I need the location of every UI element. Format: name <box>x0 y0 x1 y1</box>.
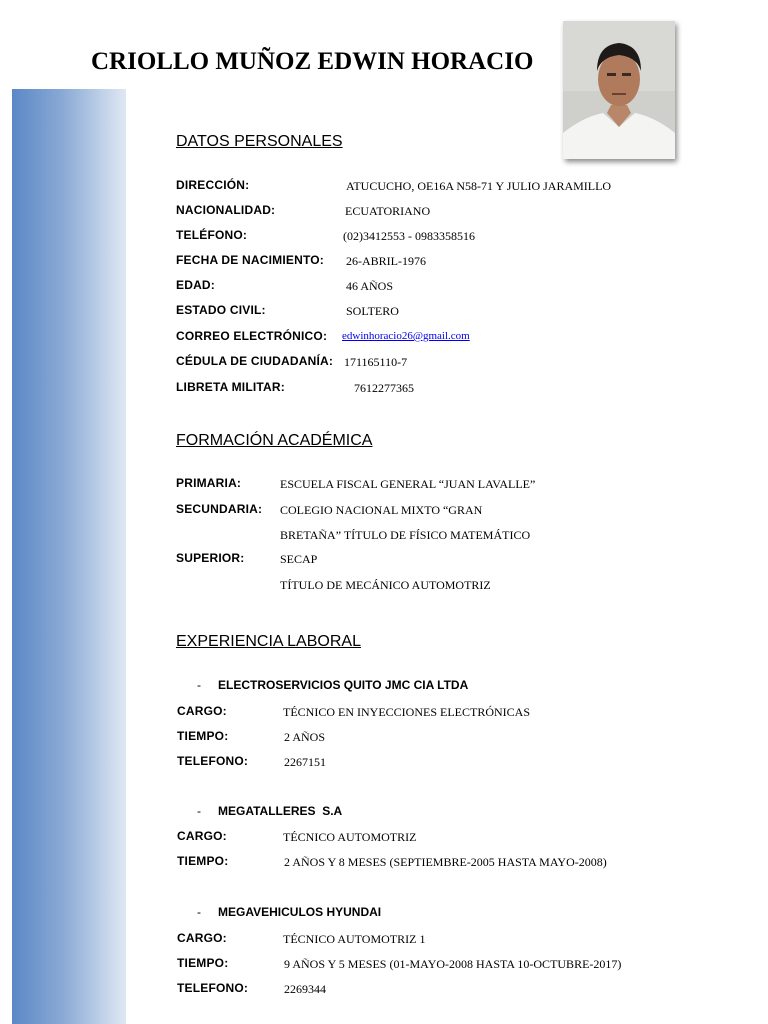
label-cedula: CÉDULA DE CIUDADANÍA: <box>176 354 334 368</box>
label-nacionalidad: NACIONALIDAD: <box>176 203 276 217</box>
bullet-dash: - <box>197 678 201 692</box>
field-telefono <box>176 228 656 246</box>
bullet-dash: - <box>197 804 201 818</box>
field-fecha-nacimiento <box>176 253 656 271</box>
section-title-personal: DATOS PERSONALES <box>176 133 343 150</box>
job1-cargo <box>177 704 657 722</box>
value-direccion: ATUCUCHO, OE16A N58-71 Y JULIO JARAMILLO <box>346 179 612 193</box>
value-primaria: ESCUELA FISCAL GENERAL “JUAN LAVALLE” <box>280 477 536 491</box>
email-link[interactable]: edwinhoracio26@gmail.com <box>342 330 470 342</box>
value-cargo: TÉCNICO EN INYECCIONES ELECTRÓNICAS <box>283 705 530 719</box>
label-tiempo: TIEMPO: <box>177 854 229 868</box>
field-cedula <box>176 354 656 372</box>
decorative-sidebar-gradient <box>12 89 126 1024</box>
job-company <box>197 804 342 818</box>
field-superior <box>176 551 656 569</box>
value-cargo: TÉCNICO AUTOMOTRIZ <box>283 830 417 844</box>
value-cargo: TÉCNICO AUTOMOTRIZ 1 <box>283 932 426 946</box>
field-nacionalidad <box>176 203 656 221</box>
value-libreta-militar: 7612277365 <box>354 381 414 395</box>
label-secundaria: SECUNDARIA: <box>176 502 263 516</box>
job3-company-name: MEGAVEHICULOS HYUNDAI <box>218 905 382 919</box>
label-cargo: CARGO: <box>177 829 227 843</box>
label-primaria: PRIMARIA: <box>176 476 242 490</box>
label-superior: SUPERIOR: <box>176 551 245 565</box>
value-tiempo: 9 AÑOS Y 5 MESES (01-MAYO-2008 HASTA 10-OCTUBRE-2017) <box>284 957 622 971</box>
bullet-dash: - <box>197 905 201 919</box>
label-telefono: TELEFONO: <box>177 981 249 995</box>
value-telefono: 2269344 <box>284 982 326 996</box>
job-company <box>197 905 381 919</box>
value-cedula: 171165110-7 <box>344 355 408 369</box>
job2-tiempo <box>177 854 657 872</box>
label-cargo: CARGO: <box>177 704 227 718</box>
value-fecha-nacimiento: 26-ABRIL-1976 <box>346 254 426 268</box>
value-edad: 46 AÑOS <box>346 279 394 293</box>
label-telefono: TELEFONO: <box>177 754 249 768</box>
field-correo <box>176 329 656 347</box>
section-title-experience: EXPERIENCIA LABORAL <box>176 633 361 650</box>
job1-company-name: ELECTROSERVICIOS QUITO JMC CIA LTDA <box>218 678 469 692</box>
value-telefono: (02)3412553 - 0983358516 <box>343 229 475 243</box>
field-libreta-militar <box>176 380 656 398</box>
job1-telefono <box>177 754 657 772</box>
job2-cargo <box>177 829 657 847</box>
value-secundaria-line2: BRETAÑA” TÍTULO DE FÍSICO MATEMÁTICO <box>280 528 531 542</box>
value-secundaria: COLEGIO NACIONAL MIXTO “GRAN <box>280 503 483 517</box>
value-telefono: 2267151 <box>284 755 326 769</box>
job-company <box>197 678 468 692</box>
label-libreta-militar: LIBRETA MILITAR: <box>176 380 285 394</box>
job3-tiempo <box>177 956 657 974</box>
value-superior: SECAP <box>280 552 318 566</box>
label-estado-civil: ESTADO CIVIL: <box>176 303 266 317</box>
label-direccion: DIRECCIÓN: <box>176 178 250 192</box>
label-telefono: TELÉFONO: <box>176 228 248 242</box>
value-tiempo: 2 AÑOS <box>284 730 326 744</box>
job3-telefono <box>177 981 657 999</box>
value-estado-civil: SOLTERO <box>346 304 399 318</box>
label-cargo: CARGO: <box>177 931 227 945</box>
label-correo: CORREO ELECTRÓNICO: <box>176 329 328 343</box>
person-name: CRIOLLO MUÑOZ EDWIN HORACIO <box>91 48 534 75</box>
label-tiempo: TIEMPO: <box>177 956 229 970</box>
label-edad: EDAD: <box>176 278 215 292</box>
profile-photo <box>563 21 675 159</box>
field-secundaria <box>176 502 656 520</box>
value-tiempo: 2 AÑOS Y 8 MESES (SEPTIEMBRE-2005 HASTA MAYO-2008) <box>284 855 607 869</box>
field-estado-civil <box>176 303 656 321</box>
job2-company-name: MEGATALLERES S.A <box>218 804 343 818</box>
value-superior-line2: TÍTULO DE MECÁNICO AUTOMOTRIZ <box>280 578 491 592</box>
section-title-academic: FORMACIÓN ACADÉMICA <box>176 432 373 449</box>
label-tiempo: TIEMPO: <box>177 729 229 743</box>
field-primaria <box>176 476 656 494</box>
field-secundaria-cont <box>176 527 656 545</box>
label-fecha-nacimiento: FECHA DE NACIMIENTO: <box>176 253 324 267</box>
value-nacionalidad: ECUATORIANO <box>345 204 431 218</box>
job1-tiempo <box>177 729 657 747</box>
field-direccion <box>176 178 656 196</box>
field-superior-cont <box>176 577 656 595</box>
job3-cargo <box>177 931 657 949</box>
field-edad <box>176 278 656 296</box>
